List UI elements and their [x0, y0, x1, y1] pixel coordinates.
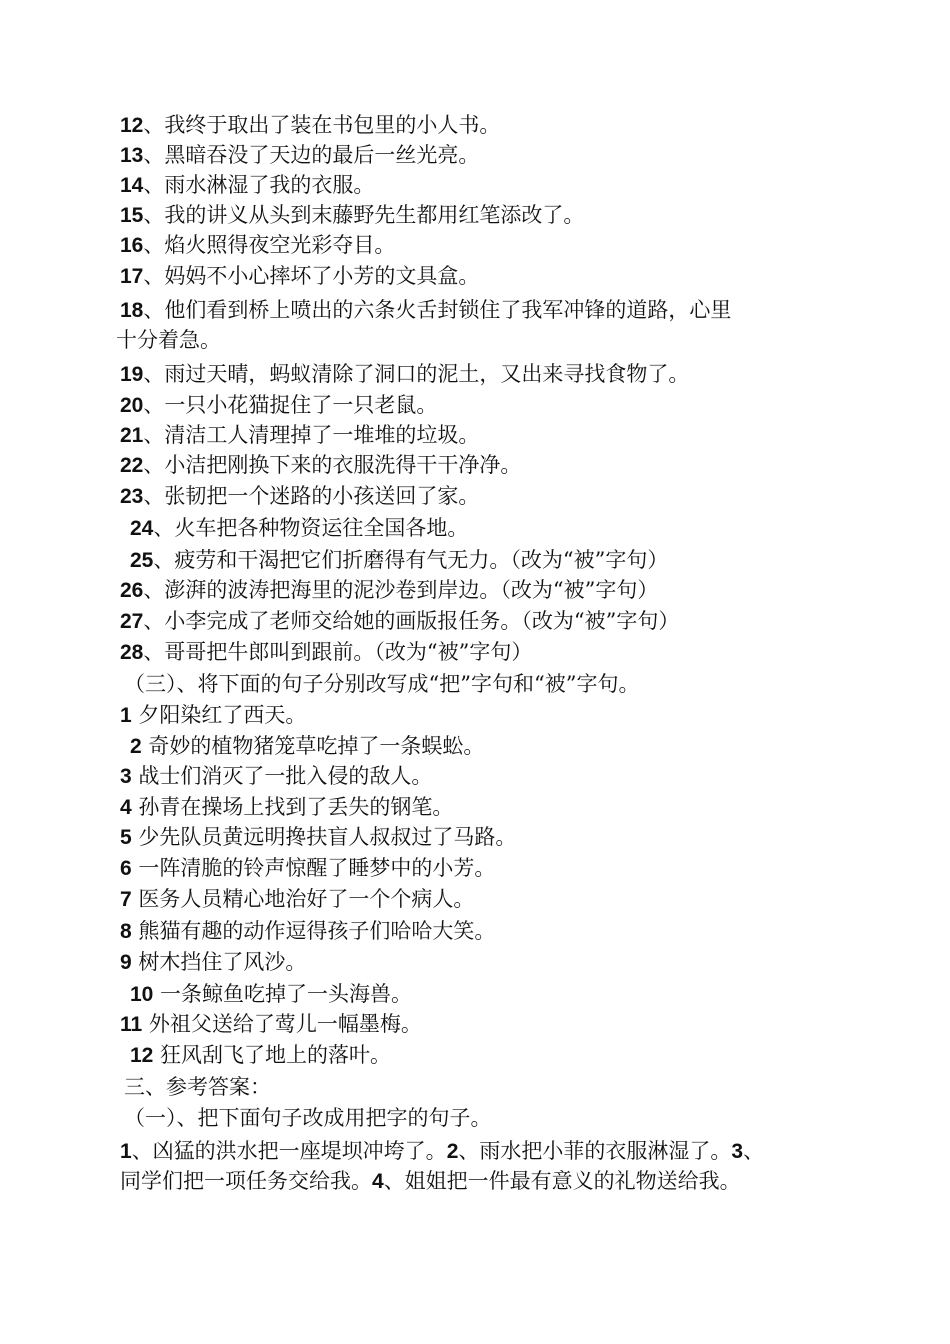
item-text: 、澎湃的波涛把海里的泥沙卷到岸边。（改为“被”字句） [143, 578, 659, 602]
exercise-line-26 [120, 575, 658, 606]
item-text: 、妈妈不小心摔坏了小芳的文具盒。 [143, 264, 480, 288]
item-text: 一条鲸鱼吃掉了一头海兽。 [153, 982, 413, 1006]
rewrite-line-3 [120, 761, 432, 792]
exercise-line-19 [120, 359, 689, 390]
item-text: 、焰火照得夜空光彩夺目。 [143, 233, 396, 257]
exercise-line-25 [130, 545, 668, 576]
item-text: 、小李完成了老师交给她的画版报任务。（改为“被”字句） [143, 609, 680, 633]
item-text: 、雨水把小菲的衣服淋湿了。 [458, 1139, 732, 1163]
rewrite-line-5 [120, 822, 516, 853]
item-text: 、疲劳和干渴把它们折磨得有气无力。（改为“被”字句） [153, 548, 669, 572]
exercise-line-15 [120, 200, 584, 231]
item-text: （三）、将下面的句子分别改写成“把”字句和“被”字句。 [124, 672, 640, 696]
item-text: 、黑暗吞没了天边的最后一丝光亮。 [143, 143, 480, 167]
exercise-line-21 [120, 420, 479, 451]
item-number: 28 [120, 641, 144, 664]
item-text: 、凶猛的洪水把一座堤坝冲垮了。 [131, 1139, 447, 1163]
rewrite-line-10 [130, 979, 412, 1010]
item-number: 12 [120, 114, 144, 137]
item-number: 4 [372, 1170, 384, 1193]
section-heading-3 [124, 669, 639, 700]
item-number: 11 [120, 1013, 143, 1036]
item-number: 25 [130, 549, 154, 572]
item-number: 6 [120, 857, 132, 880]
item-number: 9 [120, 951, 132, 974]
item-text: 、我的讲义从头到末藤野先生都用红笔添改了。 [143, 203, 585, 227]
rewrite-line-9 [120, 947, 306, 978]
rewrite-line-2 [130, 731, 484, 762]
item-text: 、雨过天晴，蚂蚁清除了洞口的泥土，又出来寻找食物了。 [143, 362, 690, 386]
item-number: 23 [120, 485, 144, 508]
item-number: 2 [446, 1140, 459, 1163]
answer-line-1 [120, 1136, 764, 1167]
exercise-line-24 [130, 513, 468, 544]
item-number: 7 [120, 888, 132, 911]
rewrite-line-1 [120, 700, 306, 731]
item-number: 10 [130, 983, 154, 1006]
exercise-line-12 [120, 110, 500, 141]
item-text: 、哥哥把牛郎叫到跟前。（改为“被”字句） [143, 640, 533, 664]
item-number: 1 [120, 704, 132, 727]
item-text: 少先队员黄远明搀扶盲人叔叔过了马路。 [131, 825, 517, 849]
item-text: 、雨水淋湿了我的衣服。 [143, 173, 375, 197]
item-text: 、他们看到桥上喷出的六条火舌封锁住了我军冲锋的道路，心里 [143, 298, 732, 322]
answer-line-2 [120, 1166, 741, 1197]
item-number: 1 [120, 1140, 132, 1163]
item-number: 12 [130, 1044, 154, 1067]
item-number: 3 [120, 765, 132, 788]
rewrite-line-8 [120, 916, 495, 947]
item-text: 、姐姐把一件最有意义的礼物送给我。 [383, 1169, 741, 1193]
item-number: 8 [120, 920, 132, 943]
exercise-line-14 [120, 170, 374, 201]
item-number: 20 [120, 394, 144, 417]
item-number: 13 [120, 144, 144, 167]
item-number: 27 [120, 610, 144, 633]
item-number: 3 [731, 1140, 744, 1163]
exercise-line-18-cont [116, 325, 221, 356]
item-text: 、 [743, 1139, 765, 1163]
item-text: 一阵清脆的铃声惊醒了睡梦中的小芳。 [131, 856, 496, 880]
item-text: 狂风刮飞了地上的落叶。 [153, 1043, 392, 1067]
item-number: 18 [120, 299, 144, 322]
item-text: 夕阳染红了西天。 [131, 703, 307, 727]
item-text: 、一只小花猫捉住了一只老鼠。 [143, 393, 438, 417]
item-text: 、清洁工人清理掉了一堆堆的垃圾。 [143, 423, 480, 447]
item-text: （一）、把下面句子改成用把字的句子。 [124, 1106, 492, 1130]
answers-subheading-1 [124, 1103, 492, 1134]
item-number: 2 [130, 735, 142, 758]
item-text: 、火车把各种物资运往全国各地。 [153, 516, 469, 540]
item-text: 、我终于取出了装在书包里的小人书。 [143, 113, 501, 137]
rewrite-line-12 [130, 1040, 391, 1071]
item-text: 奇妙的植物猪笼草吃掉了一条蜈蚣。 [141, 734, 485, 758]
item-text: 熊猫有趣的动作逗得孩子们哈哈大笑。 [131, 919, 496, 943]
item-number: 5 [120, 826, 132, 849]
item-number: 26 [120, 579, 144, 602]
item-text: 战士们消灭了一批入侵的敌人。 [131, 764, 433, 788]
item-text: 孙青在操场上找到了丢失的钢笔。 [131, 795, 454, 819]
exercise-line-13 [120, 140, 479, 171]
item-text: 外祖父送给了莺儿一幅墨梅。 [142, 1012, 422, 1036]
item-number: 19 [120, 363, 144, 386]
item-text: 十分着急。 [116, 328, 221, 352]
exercise-line-20 [120, 390, 437, 421]
item-number: 16 [120, 234, 144, 257]
item-text: 三、参考答案： [124, 1075, 271, 1099]
exercise-line-23 [120, 481, 479, 512]
answers-heading [124, 1072, 271, 1103]
item-text: 、张韧把一个迷路的小孩送回了家。 [143, 484, 480, 508]
exercise-line-17 [120, 261, 479, 292]
item-number: 4 [120, 796, 132, 819]
exercise-line-18 [120, 295, 731, 326]
exercise-line-22 [120, 450, 521, 481]
item-number: 21 [120, 424, 144, 447]
item-text: 、小洁把刚换下来的衣服洗得干干净净。 [143, 453, 522, 477]
item-number: 24 [130, 517, 154, 540]
rewrite-line-11 [120, 1009, 422, 1040]
exercise-line-16 [120, 230, 395, 261]
item-number: 17 [120, 265, 144, 288]
item-number: 14 [120, 174, 144, 197]
rewrite-line-4 [120, 792, 453, 823]
exercise-line-28 [120, 637, 532, 668]
exercise-line-27 [120, 606, 679, 637]
rewrite-line-7 [120, 884, 474, 915]
rewrite-line-6 [120, 853, 495, 884]
item-text: 树木挡住了风沙。 [131, 950, 307, 974]
item-number: 22 [120, 454, 144, 477]
item-text: 医务人员精心地治好了一个个病人。 [131, 887, 475, 911]
item-number: 15 [120, 204, 144, 227]
item-text: 同学们把一项任务交给我。 [120, 1169, 372, 1193]
